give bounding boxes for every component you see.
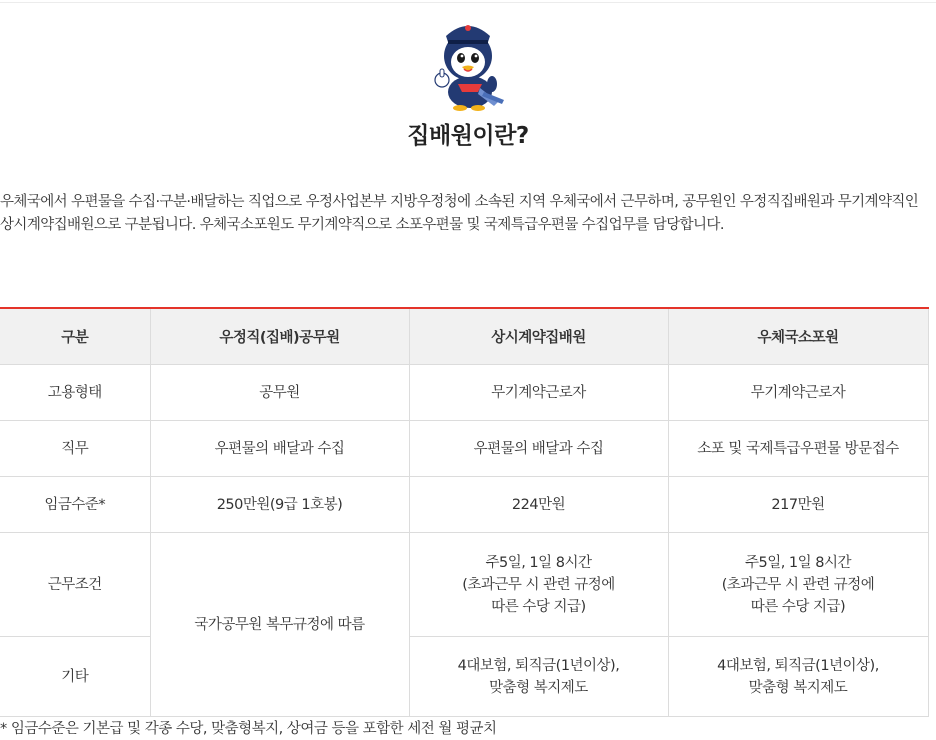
table-cell [668, 533, 928, 637]
cell-line: 4대보험, 퇴직금(1년이상), [457, 657, 620, 674]
table-cell: 224만원 [409, 477, 668, 533]
row-label-wage: 임금수준* [0, 477, 150, 533]
table-cell: 공무원 [150, 365, 409, 421]
table-cell [409, 637, 668, 717]
page-title: 집배원이란? [407, 123, 529, 149]
table-cell: 무기계약근로자 [668, 365, 928, 421]
cell-line: (초과근무 시 관련 규정에 [462, 576, 615, 593]
table-row [0, 477, 928, 533]
row-label-employment: 고용형태 [0, 365, 150, 421]
cell-line: 4대보험, 퇴직금(1년이상), [717, 657, 879, 674]
table-row [0, 637, 928, 717]
description-paragraph: 우체국에서 우편물을 수집·구분·배달하는 직업으로 우정사업본부 지방우정청에 소속된 지역 우체국에서 근무하며, 공무원인 우정직집배원과 무기계약직인 상시계약집배원으로 구분됩니다. 우체국소포원도 무기계약직으로 소포우편물 및 국제특급우편물 수집업무를 담당합니다. [0, 194, 919, 233]
wage-footnote: * 임금수준은 기본급 및 각종 수당, 맞춤형복지, 상여금 등을 포함한 세전 월 평균치 [0, 721, 497, 737]
header-postal-civil-servant: 우정직(집배)공무원 [150, 308, 409, 365]
cell-line: 주5일, 1일 8시간 [485, 554, 592, 571]
comparison-table [0, 307, 929, 717]
row-label-etc: 기타 [0, 637, 150, 717]
cell-line: 맞춤형 복지제도 [489, 679, 588, 696]
row-label-duty: 직무 [0, 421, 150, 477]
header-category: 구분 [0, 308, 150, 365]
cell-line: (초과근무 시 관련 규정에 [721, 576, 875, 593]
table-cell [668, 637, 928, 717]
postman-mascot-icon [418, 14, 518, 114]
cell-line: 주5일, 1일 8시간 [744, 554, 852, 571]
table-header-row [0, 308, 928, 365]
row-label-conditions: 근무조건 [0, 533, 150, 637]
table-cell: 소포 및 국제특급우편물 방문접수 [668, 421, 928, 477]
table-cell: 250만원(9급 1호봉) [150, 477, 409, 533]
top-divider [0, 2, 936, 3]
table-cell [409, 533, 668, 637]
table-cell: 우편물의 배달과 수집 [150, 421, 409, 477]
table-cell-merged: 국가공무원 복무규정에 따름 [150, 533, 409, 717]
table-row [0, 533, 928, 637]
cell-line: 따른 수당 지급) [491, 598, 586, 615]
table-cell: 217만원 [668, 477, 928, 533]
table-row [0, 365, 928, 421]
cell-line: 따른 수당 지급) [750, 598, 846, 615]
table-row [0, 421, 928, 477]
header-regular-contract-carrier: 상시계약집배원 [409, 308, 668, 365]
table-cell: 무기계약근로자 [409, 365, 668, 421]
table-cell: 우편물의 배달과 수집 [409, 421, 668, 477]
header-parcel-worker: 우체국소포원 [668, 308, 928, 365]
cell-line: 맞춤형 복지제도 [748, 679, 848, 696]
